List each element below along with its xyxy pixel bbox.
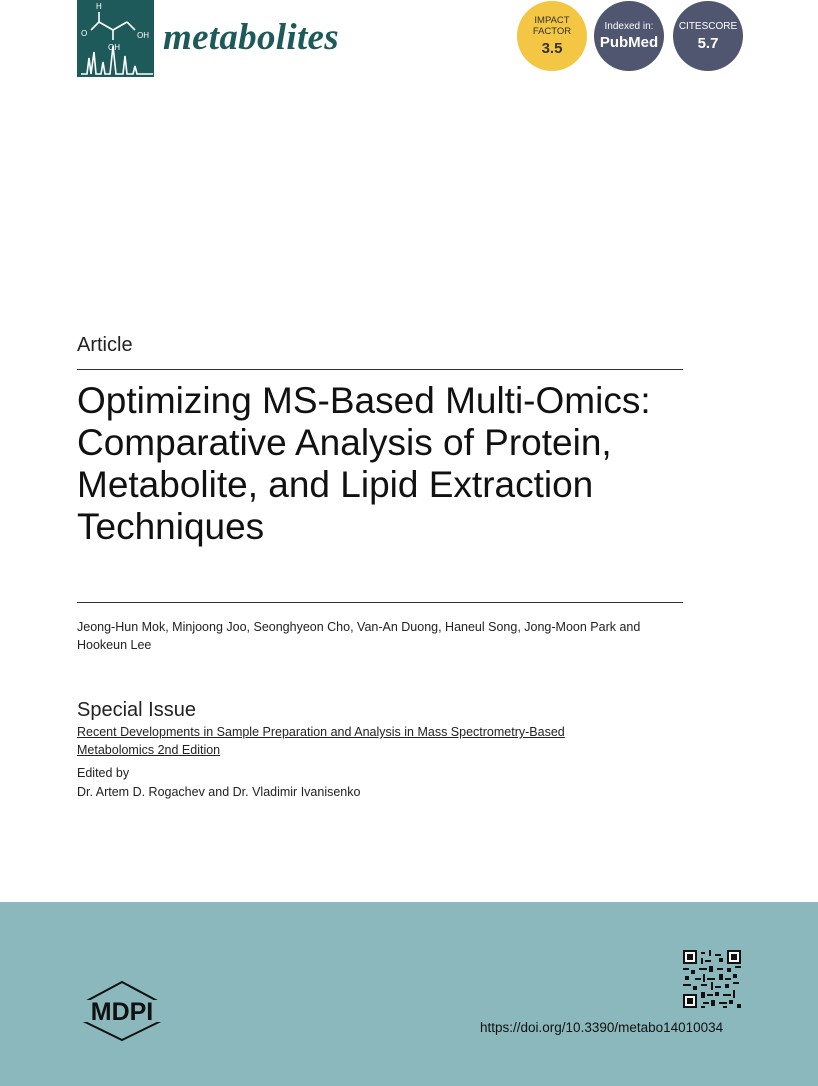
article-type: Article bbox=[77, 334, 133, 356]
molecule-chromatogram-icon bbox=[77, 0, 154, 77]
title-top-rule bbox=[77, 369, 683, 370]
special-issue-heading: Special Issue bbox=[77, 699, 196, 721]
impact-factor-label-1: IMPACT bbox=[534, 15, 570, 26]
title-bottom-rule bbox=[77, 602, 683, 603]
logo-label-o: O bbox=[81, 29, 88, 38]
citescore-badge[interactable] bbox=[673, 1, 743, 71]
pubmed-badge[interactable] bbox=[594, 1, 664, 71]
logo-label-oh-bottom: OH bbox=[108, 43, 120, 52]
logo-label-h: H bbox=[96, 2, 102, 11]
author-list: Jeong-Hun Mok, Minjoong Joo, Seonghyeon Cho, Van-An Duong, Haneul Song, Jong-Moon Park and Hookeun Lee bbox=[77, 620, 641, 652]
mdpi-logo-text: MDPI bbox=[90, 998, 154, 1026]
editors: Dr. Artem D. Rogachev and Dr. Vladimir Ivanisenko bbox=[77, 785, 361, 799]
impact-factor-value: 3.5 bbox=[541, 40, 563, 57]
article-title: Optimizing MS-Based Multi-Omics: Comparative Analysis of Protein, Metabolite, and Lipid Extraction Techniques bbox=[77, 380, 651, 547]
qr-code-icon[interactable] bbox=[683, 950, 741, 1008]
journal-name[interactable]: metabolites bbox=[163, 17, 339, 58]
citescore-label: CITESCORE bbox=[678, 20, 738, 32]
impact-factor-label-2: FACTOR bbox=[532, 26, 572, 37]
edited-by-label: Edited by bbox=[77, 766, 130, 780]
logo-label-oh-right: OH bbox=[137, 31, 149, 40]
pubmed-label: Indexed in: bbox=[604, 21, 654, 32]
special-issue-link[interactable]: Recent Developments in Sample Preparation and Analysis in Mass Spectrometry-Based Metabolomics 2nd Edition bbox=[77, 725, 565, 757]
journal-logo bbox=[77, 0, 154, 77]
mdpi-logo[interactable] bbox=[77, 980, 167, 1047]
doi-link[interactable]: https://doi.org/10.3390/metabo14010034 bbox=[480, 1020, 724, 1035]
citescore-value: 5.7 bbox=[697, 34, 719, 52]
pubmed-value: PubMed bbox=[599, 34, 659, 51]
impact-factor-badge[interactable] bbox=[517, 1, 587, 71]
